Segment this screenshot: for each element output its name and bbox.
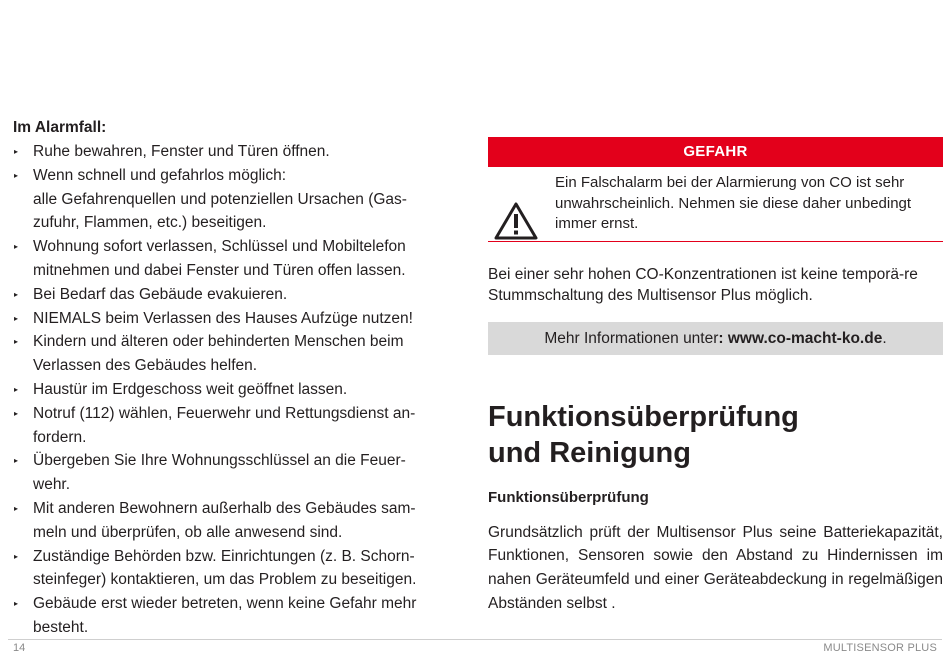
- alarm-step-line: Wenn schnell und gefahrlos möglich:: [33, 166, 287, 184]
- bullet-icon: ▸: [14, 170, 19, 180]
- info-bar: [488, 322, 943, 355]
- footer-divider: [8, 639, 942, 640]
- bullet-icon: ▸: [14, 599, 19, 609]
- alarm-step-line: wehr.: [33, 476, 71, 494]
- alarm-step: [13, 497, 463, 545]
- right-column: [488, 137, 943, 615]
- bullet-icon: ▸: [14, 456, 19, 466]
- alarm-heading: Im Alarmfall:: [13, 119, 107, 136]
- danger-text: Ein Falschalarm bei der Alarmierung von CO ist sehr unwahrscheinlich. Nehmen sie diese daher unbedingt immer ernst.: [555, 174, 912, 232]
- alarm-step-line: Zuständige Behörden bzw. Einrichtungen (z. B. Schorn-: [33, 547, 415, 565]
- bullet-icon: ▸: [14, 313, 19, 323]
- alarm-step-line: steinfeger) kontaktieren, um das Problem zu beseitigen.: [33, 571, 417, 589]
- alarm-step-line: Kindern und älteren oder behinderten Menschen beim: [33, 333, 404, 351]
- alarm-step-line: Notruf (112) wählen, Feuerwehr und Rettungsdienst an-: [33, 404, 416, 422]
- section-subtitle: Funktionsüberprüfung: [488, 488, 649, 506]
- danger-box: [488, 137, 943, 242]
- alarm-step-line: Gebäude erst wieder betreten, wenn keine Gefahr mehr: [33, 595, 417, 613]
- bullet-icon: ▸: [14, 408, 19, 418]
- alarm-step-line: alle Gefahrenquellen und potenziellen Ursachen (Gas-: [33, 190, 407, 208]
- alarm-step-line: Mit anderen Bewohnern außerhalb des Gebäudes sam-: [33, 499, 416, 517]
- alarm-step-line: fordern.: [33, 428, 87, 446]
- alarm-step: [13, 545, 463, 593]
- alarm-step: [13, 378, 463, 402]
- bullet-icon: ▸: [14, 337, 19, 347]
- alarm-instructions: [13, 117, 463, 640]
- info-link[interactable]: : www.co-macht-ko.de: [718, 329, 883, 347]
- alarm-step-line: Wohnung sofort verlassen, Schlüssel und Mobiltelefon: [33, 238, 406, 256]
- bullet-icon: ▸: [14, 384, 19, 394]
- alarm-step: [13, 283, 463, 307]
- danger-label: GEFAHR: [488, 137, 943, 167]
- alarm-step-line: Verlassen des Gebäudes helfen.: [33, 357, 258, 375]
- alarm-step-line: meln und überprüfen, ob alle anwesend sind.: [33, 523, 343, 541]
- warning-triangle-icon: [494, 201, 538, 241]
- alarm-step: [13, 449, 463, 497]
- alarm-step: [13, 307, 463, 331]
- section-title: [488, 399, 943, 471]
- bullet-icon: ▸: [14, 147, 19, 156]
- bullet-icon: ▸: [14, 289, 19, 299]
- alarm-step-line: mitnehmen und dabei Fenster und Türen offen lassen.: [33, 261, 406, 279]
- alarm-steps-list: [13, 140, 463, 640]
- alarm-step-line: besteht.: [33, 618, 89, 636]
- info-prefix: Mehr Informationen unter: [544, 329, 719, 347]
- page-number: 14: [13, 642, 26, 654]
- section-body: Grundsätzlich prüft der Multisensor Plus seine Batteriekapazität, Funktionen, Sensoren sowie den Abstand zu Hindernissen im nahen Geräteumfeld und einer Geräteabdeckung in regelmäßigen Abständen selbst .: [488, 523, 943, 612]
- alarm-step-line: Haustür im Erdgeschoss weit geöffnet lassen.: [33, 380, 348, 398]
- alarm-step-line: Bei Bedarf das Gebäude evakuieren.: [33, 285, 288, 303]
- alarm-step: [13, 164, 463, 235]
- danger-divider: [488, 241, 943, 242]
- alarm-step-line: NIEMALS beim Verlassen des Hauses Aufzüge nutzen!: [33, 309, 413, 327]
- bullet-icon: ▸: [14, 503, 19, 513]
- danger-body: [488, 167, 943, 239]
- co-note: Bei einer sehr hohen CO-Konzentrationen ist keine temporä-re Stummschaltung des Multisensor Plus möglich.: [488, 265, 918, 304]
- alarm-step: [13, 330, 463, 378]
- alarm-step-line: Ruhe bewahren, Fenster und Türen öffnen.: [33, 143, 330, 160]
- section-title-line2: und Reinigung: [488, 436, 691, 469]
- alarm-step: [13, 402, 463, 450]
- document-name: MULTISENSOR PLUS: [823, 642, 937, 654]
- alarm-step: [13, 592, 463, 640]
- info-suffix: .: [882, 329, 887, 347]
- section-title-line1: Funktionsüberprüfung: [488, 400, 799, 433]
- bullet-icon: ▸: [14, 242, 19, 252]
- alarm-step-line: zufuhr, Flammen, etc.) beseitigen.: [33, 214, 267, 232]
- alarm-step: [13, 235, 463, 283]
- alarm-step-line: Übergeben Sie Ihre Wohnungsschlüssel an die Feuer-: [33, 452, 406, 470]
- alarm-step: [13, 140, 463, 164]
- bullet-icon: ▸: [14, 551, 19, 561]
